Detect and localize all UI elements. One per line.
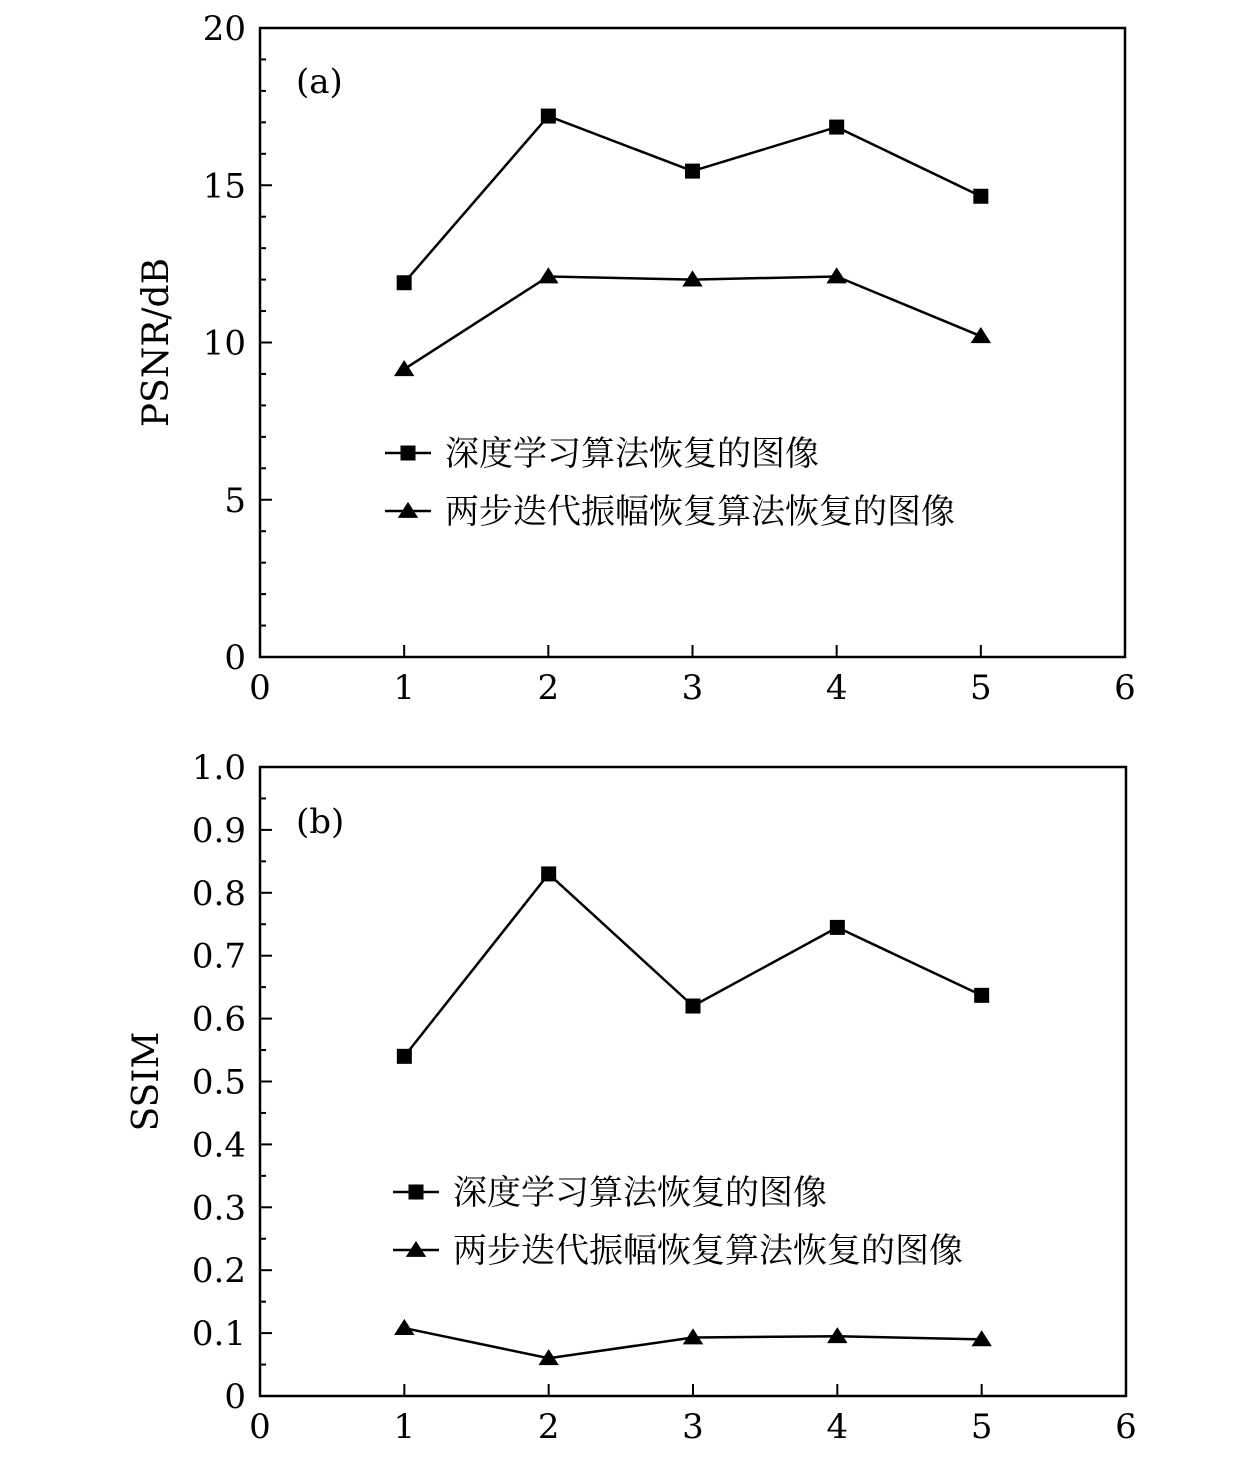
x-tick-label: 5 bbox=[970, 668, 992, 708]
y-tick-label: 0.1 bbox=[191, 1314, 246, 1355]
data-point-square bbox=[830, 920, 845, 935]
data-point-square bbox=[974, 988, 989, 1003]
data-point-square bbox=[973, 189, 988, 204]
y-axis-title: PSNR/dB bbox=[136, 257, 177, 428]
data-point-triangle bbox=[538, 267, 558, 283]
x-tick-label: 2 bbox=[537, 668, 560, 708]
x-tick-label: 2 bbox=[537, 1407, 560, 1447]
plot-frame bbox=[260, 767, 1126, 1396]
data-point-square bbox=[541, 109, 556, 124]
y-tick-label: 0.5 bbox=[191, 1062, 246, 1103]
y-tick-label: 20 bbox=[202, 9, 246, 49]
panel-a bbox=[136, 9, 1136, 708]
y-tick-label: 0 bbox=[224, 638, 246, 678]
panel-b bbox=[126, 748, 1137, 1447]
data-point-triangle bbox=[826, 267, 846, 283]
data-point-square bbox=[685, 164, 700, 179]
x-tick-label: 6 bbox=[1114, 668, 1136, 708]
y-tick-label: 0.6 bbox=[191, 999, 246, 1040]
y-tick-label: 0 bbox=[224, 1377, 246, 1417]
data-point-square bbox=[829, 120, 844, 135]
x-tick-label: 4 bbox=[825, 668, 848, 708]
y-tick-label: 1.0 bbox=[191, 748, 246, 788]
x-tick-label: 3 bbox=[681, 668, 704, 708]
x-tick-label: 4 bbox=[826, 1407, 849, 1447]
data-point-square bbox=[397, 275, 412, 290]
legend-label: 两步迭代振幅恢复算法恢复的图像 bbox=[445, 492, 955, 532]
y-tick-label: 0.2 bbox=[191, 1251, 246, 1292]
data-point-square bbox=[686, 999, 701, 1014]
panel-label: (a) bbox=[296, 62, 343, 102]
x-tick-label: 3 bbox=[682, 1407, 704, 1447]
legend-label: 深度学习算法恢复的图像 bbox=[445, 434, 819, 474]
y-tick-label: 10 bbox=[202, 323, 246, 364]
legend-label: 深度学习算法恢复的图像 bbox=[453, 1173, 827, 1213]
panel-label: (b) bbox=[296, 802, 345, 842]
x-tick-label: 6 bbox=[1115, 1407, 1137, 1447]
series-line-1 bbox=[404, 276, 981, 369]
x-tick-label: 1 bbox=[393, 1407, 416, 1447]
legend-square-marker bbox=[409, 1185, 424, 1200]
y-tick-label: 0.4 bbox=[191, 1125, 246, 1166]
y-tick-label: 0.8 bbox=[191, 873, 246, 914]
y-tick-label: 0.7 bbox=[191, 936, 246, 977]
data-point-square bbox=[397, 1049, 412, 1064]
x-tick-label: 5 bbox=[970, 1407, 993, 1447]
y-tick-label: 15 bbox=[202, 166, 246, 207]
series-line-0 bbox=[404, 116, 981, 283]
x-tick-label: 1 bbox=[393, 668, 415, 708]
legend-label: 两步迭代振幅恢复算法恢复的图像 bbox=[453, 1231, 963, 1271]
y-tick-label: 0.3 bbox=[191, 1188, 246, 1229]
y-tick-label: 0.9 bbox=[191, 810, 246, 851]
x-tick-label: 0 bbox=[249, 1407, 271, 1447]
data-point-triangle bbox=[394, 1319, 414, 1335]
y-axis-title: SSIM bbox=[126, 1031, 167, 1132]
legend-square-marker bbox=[401, 446, 416, 461]
x-tick-label: 0 bbox=[249, 668, 271, 708]
series-line-0 bbox=[404, 874, 981, 1056]
plot-frame bbox=[260, 28, 1125, 657]
y-tick-label: 5 bbox=[224, 480, 246, 521]
data-point-square bbox=[541, 866, 556, 881]
data-point-triangle bbox=[394, 360, 414, 376]
data-point-triangle bbox=[971, 327, 991, 343]
